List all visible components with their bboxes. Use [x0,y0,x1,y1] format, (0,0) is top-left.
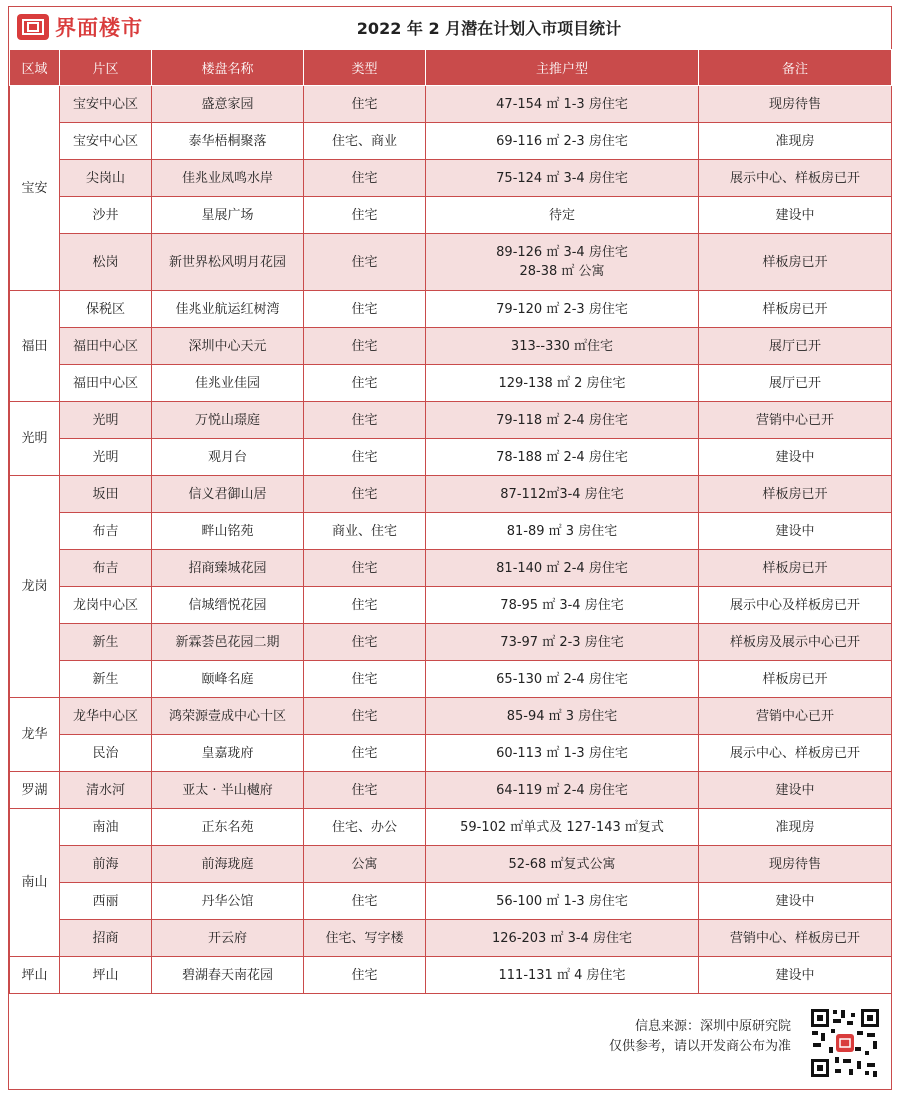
unit-type-cell [426,772,699,809]
project-name-cell: 星展广场 [152,197,304,234]
unit-type-cell [426,365,699,402]
note-cell: 建设中 [699,197,892,234]
table-row [10,772,892,809]
type-cell: 住宅 [304,197,426,234]
district-cell: 福田 [10,291,60,402]
type-cell: 住宅 [304,957,426,994]
unit-line: 65-130 ㎡ 2-4 房住宅 [496,671,628,687]
table-row [10,197,892,234]
unit-type-cell [426,550,699,587]
note-cell: 建设中 [699,883,892,920]
table-row [10,160,892,197]
project-name-cell: 畔山铭苑 [152,513,304,550]
table-row [10,624,892,661]
area-cell: 前海 [60,846,152,883]
qr-code-icon [809,1007,881,1079]
note-cell: 样板房已开 [699,661,892,698]
type-cell: 住宅 [304,365,426,402]
unit-line: 78-188 ㎡ 2-4 房住宅 [496,449,628,465]
district-cell: 罗湖 [10,772,60,809]
table-row [10,587,892,624]
project-name-cell: 万悦山璟庭 [152,402,304,439]
area-cell: 新生 [60,661,152,698]
note-cell: 样板房及展示中心已开 [699,624,892,661]
type-cell: 住宅 [304,291,426,328]
unit-type-cell [426,234,699,291]
area-cell: 龙岗中心区 [60,587,152,624]
report-footer [9,997,891,1089]
unit-type-cell [426,291,699,328]
table-row [10,476,892,513]
note-cell: 样板房已开 [699,476,892,513]
note-cell: 营销中心已开 [699,402,892,439]
table-row [10,698,892,735]
table-row [10,86,892,123]
note-cell: 建设中 [699,513,892,550]
unit-type-cell [426,513,699,550]
district-cell: 宝安 [10,86,60,291]
area-cell: 新生 [60,624,152,661]
table-row [10,735,892,772]
table-row [10,809,892,846]
table-row [10,920,892,957]
type-cell: 住宅 [304,624,426,661]
project-name-cell: 深圳中心天元 [152,328,304,365]
note-cell: 营销中心已开 [699,698,892,735]
unit-line: 87-112㎡3-4 房住宅 [500,486,624,502]
note-cell: 营销中心、样板房已开 [699,920,892,957]
unit-line: 89-126 ㎡ 3-4 房住宅 [496,245,628,260]
district-cell: 南山 [10,809,60,957]
note-cell: 展示中心及样板房已开 [699,587,892,624]
column-header: 备注 [699,50,892,86]
disclaimer-line: 仅供参考，请以开发商公布为准 [608,1039,791,1054]
project-name-cell: 皇嘉珑府 [152,735,304,772]
project-name-cell: 颐峰名庭 [152,661,304,698]
project-name-cell: 观月台 [152,439,304,476]
unit-type-cell [426,587,699,624]
area-cell: 清水河 [60,772,152,809]
table-row [10,291,892,328]
project-name-cell: 丹华公馆 [152,883,304,920]
unit-line: 73-97 ㎡ 2-3 房住宅 [500,634,624,650]
unit-type-cell [426,846,699,883]
note-cell: 展厅已开 [699,365,892,402]
project-name-cell: 新霖荟邑花园二期 [152,624,304,661]
unit-line: 47-154 ㎡ 1-3 房住宅 [496,96,628,112]
table-row [10,123,892,160]
unit-type-cell [426,476,699,513]
type-cell: 住宅 [304,328,426,365]
type-cell: 住宅 [304,476,426,513]
project-name-cell: 开云府 [152,920,304,957]
note-cell: 样板房已开 [699,550,892,587]
unit-line: 126-203 ㎡ 3-4 房住宅 [492,930,632,946]
project-name-cell: 招商臻城花园 [152,550,304,587]
table-row [10,513,892,550]
note-cell: 样板房已开 [699,234,892,291]
unit-line: 75-124 ㎡ 3-4 房住宅 [496,170,628,186]
area-cell: 光明 [60,402,152,439]
unit-line: 64-119 ㎡ 2-4 房住宅 [496,782,628,798]
area-cell: 南油 [60,809,152,846]
note-cell: 建设中 [699,439,892,476]
unit-type-cell [426,957,699,994]
table-row [10,957,892,994]
table-row [10,550,892,587]
area-cell: 福田中心区 [60,328,152,365]
unit-type-cell [426,439,699,476]
project-table [9,49,892,994]
note-cell: 现房待售 [699,86,892,123]
unit-line: 59-102 ㎡单式及 127-143 ㎡复式 [460,819,664,835]
unit-line: 78-95 ㎡ 3-4 房住宅 [500,597,624,613]
area-cell: 招商 [60,920,152,957]
area-cell: 福田中心区 [60,365,152,402]
project-name-cell: 佳兆业佳园 [152,365,304,402]
unit-line: 56-100 ㎡ 1-3 房住宅 [496,893,628,909]
project-name-cell: 泰华梧桐聚落 [152,123,304,160]
type-cell: 住宅、商业 [304,123,426,160]
project-name-cell: 新世界松风明月花园 [152,234,304,291]
area-cell: 布吉 [60,513,152,550]
unit-type-cell [426,328,699,365]
unit-type-cell [426,86,699,123]
report-frame [8,6,892,1090]
type-cell: 住宅 [304,86,426,123]
project-name-cell: 碧湖春天南花园 [152,957,304,994]
note-cell: 展厅已开 [699,328,892,365]
district-cell: 龙华 [10,698,60,772]
area-cell: 龙华中心区 [60,698,152,735]
unit-type-cell [426,160,699,197]
unit-line: 79-120 ㎡ 2-3 房住宅 [496,301,628,317]
note-cell: 建设中 [699,772,892,809]
type-cell: 住宅 [304,772,426,809]
note-cell: 现房待售 [699,846,892,883]
table-row [10,439,892,476]
column-header: 区域 [10,50,60,86]
type-cell: 住宅 [304,550,426,587]
unit-line: 129-138 ㎡ 2 房住宅 [498,375,626,391]
area-cell: 保税区 [60,291,152,328]
unit-line: 81-140 ㎡ 2-4 房住宅 [496,560,628,576]
unit-type-cell [426,735,699,772]
table-row [10,365,892,402]
district-cell: 光明 [10,402,60,476]
source-line: 信息来源：深圳中原研究院 [634,1019,791,1034]
note-cell: 建设中 [699,957,892,994]
project-name-cell: 前海珑庭 [152,846,304,883]
unit-line: 69-116 ㎡ 2-3 房住宅 [496,133,628,149]
note-cell: 样板房已开 [699,291,892,328]
note-cell: 展示中心、样板房已开 [699,735,892,772]
logo-text: 界面楼市 [55,16,143,40]
type-cell: 住宅 [304,587,426,624]
type-cell: 住宅、写字楼 [304,920,426,957]
project-name-cell: 正东名苑 [152,809,304,846]
area-cell: 坂田 [60,476,152,513]
unit-line: 81-89 ㎡ 3 房住宅 [506,523,618,539]
note-cell: 展示中心、样板房已开 [699,160,892,197]
area-cell: 沙井 [60,197,152,234]
table-row [10,234,892,291]
column-header: 类型 [304,50,426,86]
area-cell: 光明 [60,439,152,476]
type-cell: 住宅 [304,402,426,439]
unit-line: 60-113 ㎡ 1-3 房住宅 [496,745,628,761]
unit-line: 111-131 ㎡ 4 房住宅 [498,967,626,983]
project-name-cell: 亚太 · 半山樾府 [152,772,304,809]
unit-type-cell [426,402,699,439]
district-cell: 坪山 [10,957,60,994]
column-header: 楼盘名称 [152,50,304,86]
type-cell: 住宅 [304,883,426,920]
unit-line: 52-68 ㎡复式公寓 [508,856,616,872]
note-cell: 准现房 [699,809,892,846]
unit-type-cell [426,809,699,846]
area-cell: 民治 [60,735,152,772]
type-cell: 商业、住宅 [304,513,426,550]
unit-type-cell [426,197,699,234]
unit-type-cell [426,661,699,698]
unit-line: 79-118 ㎡ 2-4 房住宅 [496,412,628,428]
area-cell: 松岗 [60,234,152,291]
table-row [10,328,892,365]
logo-mark-icon [17,14,49,40]
table-header-row [10,50,892,86]
table-row [10,661,892,698]
area-cell: 宝安中心区 [60,86,152,123]
area-cell: 坪山 [60,957,152,994]
project-name-cell: 信城缙悦花园 [152,587,304,624]
type-cell: 住宅 [304,735,426,772]
type-cell: 公寓 [304,846,426,883]
type-cell: 住宅 [304,661,426,698]
unit-type-cell [426,123,699,160]
project-name-cell: 佳兆业航运红树湾 [152,291,304,328]
page-title: 2022 年 2 月潜在计划入市项目统计 [356,19,622,38]
column-header: 片区 [60,50,152,86]
district-cell: 龙岗 [10,476,60,698]
project-name-cell: 信义君御山居 [152,476,304,513]
type-cell: 住宅、办公 [304,809,426,846]
table-row [10,402,892,439]
project-name-cell: 佳兆业凤鸣水岸 [152,160,304,197]
unit-type-cell [426,883,699,920]
table-row [10,846,892,883]
project-name-cell: 盛意家园 [152,86,304,123]
unit-line: 待定 [548,207,575,223]
column-header: 主推户型 [426,50,699,86]
area-cell: 尖岗山 [60,160,152,197]
brand-logo [17,12,143,42]
unit-line: 28-38 ㎡ 公寓 [519,264,605,279]
area-cell: 西丽 [60,883,152,920]
type-cell: 住宅 [304,439,426,476]
report-header [9,7,891,47]
unit-line: 313--330 ㎡住宅 [510,338,614,354]
project-name-cell: 鸿荣源壹成中心十区 [152,698,304,735]
type-cell: 住宅 [304,234,426,291]
area-cell: 宝安中心区 [60,123,152,160]
source-note [609,1017,791,1057]
type-cell: 住宅 [304,698,426,735]
note-cell: 准现房 [699,123,892,160]
area-cell: 布吉 [60,550,152,587]
unit-type-cell [426,698,699,735]
type-cell: 住宅 [304,160,426,197]
unit-type-cell [426,624,699,661]
unit-line: 85-94 ㎡ 3 房住宅 [506,708,618,724]
table-row [10,883,892,920]
unit-type-cell [426,920,699,957]
